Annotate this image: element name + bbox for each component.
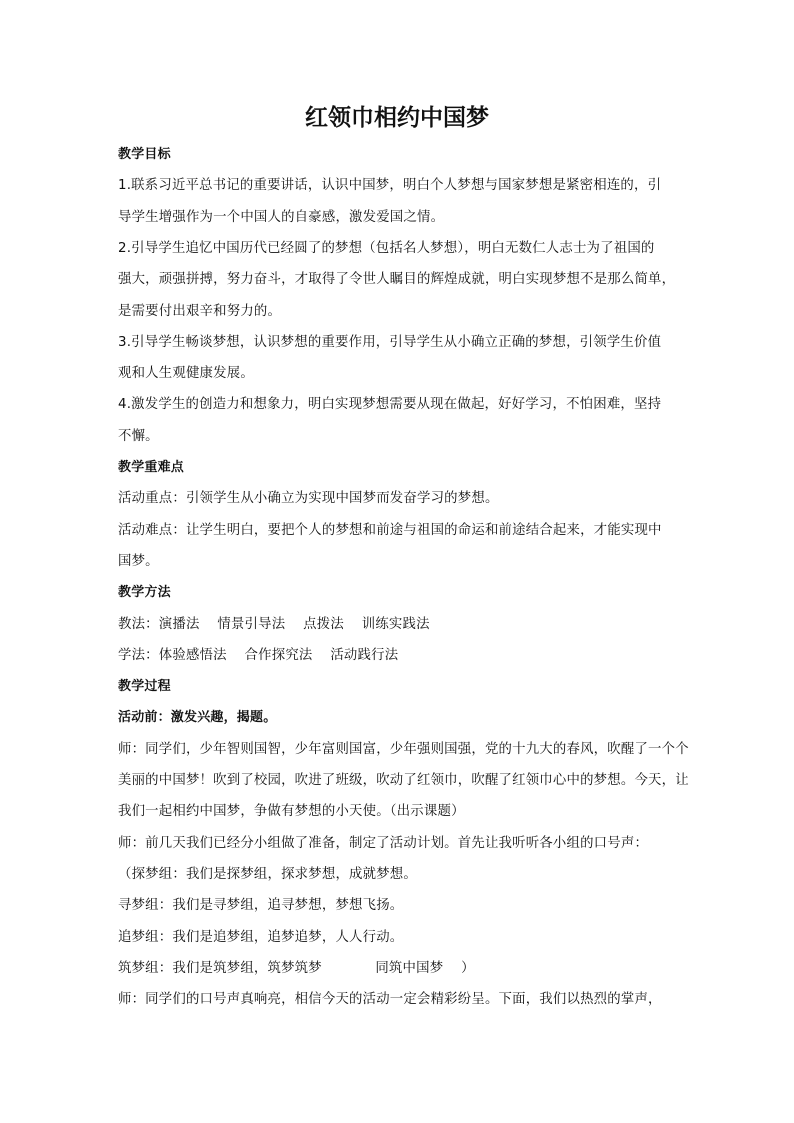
section-heading: 教学目标 xyxy=(118,147,171,162)
paragraph-line: 寻梦组：我们是寻梦组，追寻梦想，梦想飞扬。 xyxy=(118,898,404,913)
paragraph-line: 学法：体验感悟法 合作探究法 活动践行法 xyxy=(118,648,399,663)
paragraph-line: 导学生增强作为一个中国人的自豪感，激发爱国之情。 xyxy=(118,210,445,225)
section-heading: 活动前：激发兴趣，揭题。 xyxy=(118,710,277,725)
paragraph-line: 是需要付出艰辛和努力的。 xyxy=(118,304,282,319)
paragraph-line: 美丽的中国梦！吹到了校园，吹进了班级，吹动了红领巾，吹醒了红领巾心中的梦想。今天，让 xyxy=(118,773,689,788)
section-heading: 教学重难点 xyxy=(118,460,185,475)
section-heading: 教学过程 xyxy=(118,679,171,694)
paragraph-line: （探梦组：我们是探梦组，探求梦想，成就梦想。 xyxy=(118,867,417,882)
paragraph-line: 活动重点：引领学生从小确立为实现中国梦而发奋学习的梦想。 xyxy=(118,491,499,506)
paragraph-line: 不懈。 xyxy=(118,429,159,444)
paragraph-line: 师：同学们的口号声真响亮，相信今天的活动一定会精彩纷呈。下面，我们以热烈的掌声， xyxy=(118,992,662,1007)
paragraph-line: 我们一起相约中国梦，争做有梦想的小天使。（出示课题） xyxy=(118,804,465,819)
paragraph-line: 筑梦组：我们是筑梦组，筑梦筑梦 同筑中国梦 ） xyxy=(118,961,475,976)
paragraph-line: 观和人生观健康发展。 xyxy=(118,366,254,381)
paragraph-line: 师：同学们，少年智则国智，少年富则国富，少年强则国强，党的十九大的春风，吹醒了一个个 xyxy=(118,742,689,757)
paragraph-line: 3.引导学生畅谈梦想，认识梦想的重要作用，引导学生从小确立正确的梦想，引领学生价值 xyxy=(118,335,662,350)
paragraph-line: 2.引导学生追忆中国历代已经圆了的梦想（包括名人梦想），明白无数仁人志士为了祖国的 xyxy=(118,241,655,256)
document-title: 红领巾相约中国梦 xyxy=(305,105,489,131)
paragraph-line: 1.联系习近平总书记的重要讲话，认识中国梦，明白个人梦想与国家梦想是紧密相连的，引 xyxy=(118,178,662,193)
paragraph-line: 师：前几天我们已经分小组做了准备，制定了活动计划。首先让我听听各小组的口号声： xyxy=(118,836,649,851)
section-heading: 教学方法 xyxy=(118,585,171,600)
paragraph-line: 4.激发学生的创造力和想象力，明白实现梦想需要从现在做起，好好学习，不怕困难，坚持 xyxy=(118,397,662,412)
paragraph-line: 教法：演播法 情景引导法 点拨法 训练实践法 xyxy=(118,617,430,632)
paragraph-line: 追梦组：我们是追梦组，追梦追梦，人人行动。 xyxy=(118,930,404,945)
paragraph-line: 国梦。 xyxy=(118,554,159,569)
paragraph-line: 强大，顽强拼搏，努力奋斗，才取得了令世人瞩目的辉煌成就，明白实现梦想不是那么简单， xyxy=(118,272,676,287)
paragraph-line: 活动难点：让学生明白，要把个人的梦想和前途与祖国的命运和前途结合起来，才能实现中 xyxy=(118,523,662,538)
